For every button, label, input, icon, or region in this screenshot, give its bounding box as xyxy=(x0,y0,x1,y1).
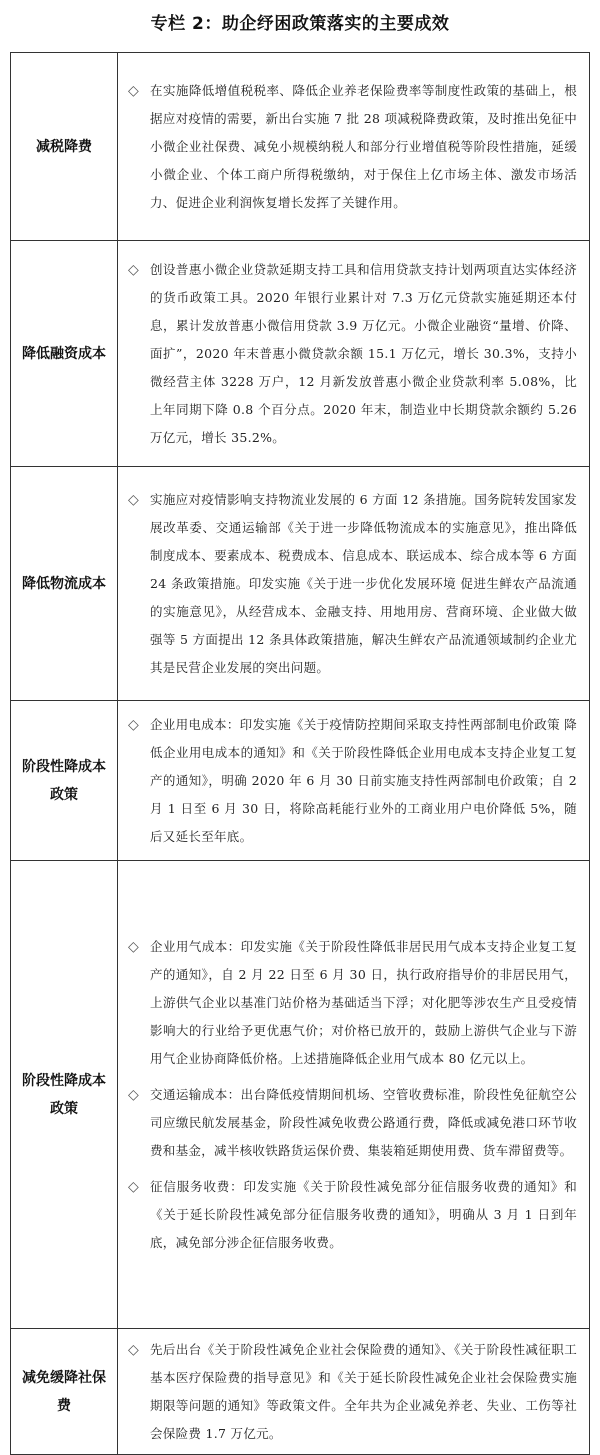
row-content xyxy=(118,241,590,467)
policy-row xyxy=(11,701,590,861)
paragraph xyxy=(128,486,577,682)
paragraph xyxy=(128,933,577,1073)
hollow-diamond-icon: ◇ xyxy=(128,261,139,278)
policy-row xyxy=(11,861,590,1329)
row-content xyxy=(118,701,590,861)
paragraph-text: 企业用电成本：印发实施《关于疫情防控期间采取支持性两部制电价政策 降低企业用电成本的通知》和《关于阶段性降低企业用电成本支持企业复工复产的通知》，明确 2020 年 6 月 30 日前实施支持性两部制电价政策；自 2 月 1 日至 6 月 30 日，将除高耗能行业外的工商业用户电价降低 5%，随后又延长至年底。 xyxy=(150,716,577,844)
paragraph-text: 在实施降低增值税税率、降低企业养老保险费率等制度性政策的基础上，根据应对疫情的需要，新出台实施 7 批 28 项减税降费政策，及时推出免征中小微企业社保费、减免小规模纳税人和部分行业增值税等阶段性措施，延缓小微企业、个体工商户所得税缴纳，对于保住上亿市场主体、激发市场活力、促进企业利润恢复增长发挥了关键作用。 xyxy=(150,82,577,210)
row-label: 减免缓降社保费 xyxy=(11,1329,118,1455)
paragraph xyxy=(128,77,577,217)
policy-row xyxy=(11,1329,590,1455)
paragraph xyxy=(128,1081,577,1165)
hollow-diamond-icon: ◇ xyxy=(128,82,139,99)
policy-row xyxy=(11,467,590,701)
paragraph-text: 先后出台《关于阶段性减免企业社会保险费的通知》、《关于阶段性减征职工基本医疗保险费的指导意见》和《关于延长阶段性减免企业社会保险费实施期限等问题的通知》等政策文件。全年共为企业减免养老、失业、工伤等社会保险费 1.7 万亿元。 xyxy=(150,1341,577,1441)
paragraph xyxy=(128,1173,577,1257)
hollow-diamond-icon: ◇ xyxy=(128,1341,139,1358)
row-content xyxy=(118,861,590,1329)
row-label: 降低融资成本 xyxy=(11,241,118,467)
row-label: 阶段性降成本政策 xyxy=(11,701,118,861)
hollow-diamond-icon: ◇ xyxy=(128,491,139,508)
row-label: 降低物流成本 xyxy=(11,467,118,701)
paragraph xyxy=(128,256,577,452)
hollow-diamond-icon: ◇ xyxy=(128,938,139,955)
row-content xyxy=(118,53,590,241)
hollow-diamond-icon: ◇ xyxy=(128,1086,139,1103)
paragraph-text: 企业用气成本：印发实施《关于阶段性降低非居民用气成本支持企业复工复产的通知》，自 2 月 22 日至 6 月 30 日，执行政府指导价的非居民用气，上游供气企业以基准门站价格为基础适当下浮；对化肥等涉农生产且受疫情影响大的行业给予更优惠气价；对价格已放开的，鼓励上游供气企业与下游用气企业协商降低价格。上述措施降低企业用气成本 80 亿元以上。 xyxy=(150,938,577,1066)
paragraph-text: 交通运输成本：出台降低疫情期间机场、空管收费标准，阶段性免征航空公司应缴民航发展基金，阶段性减免收费公路通行费，降低或减免港口环节收费和基金，减半核收铁路货运保价费、集装箱延期使用费、货车滞留费等。 xyxy=(150,1086,577,1158)
row-label: 阶段性降成本政策 xyxy=(11,861,118,1329)
paragraph-text: 征信服务收费：印发实施《关于阶段性减免部分征信服务收费的通知》和《关于延长阶段性减免部分征信服务收费的通知》，明确从 3 月 1 日到年底，减免部分涉企征信服务收费。 xyxy=(150,1178,577,1250)
policy-row xyxy=(11,241,590,467)
policy-row xyxy=(11,53,590,241)
hollow-diamond-icon: ◇ xyxy=(128,716,139,733)
row-content xyxy=(118,467,590,701)
policy-rows xyxy=(11,53,590,1455)
row-content xyxy=(118,1329,590,1455)
paragraph xyxy=(128,1336,577,1448)
policy-table xyxy=(10,52,590,1455)
row-label: 减税降费 xyxy=(11,53,118,241)
paragraph-text: 创设普惠小微企业贷款延期支持工具和信用贷款支持计划两项直达实体经济的货币政策工具。2020 年银行业累计对 7.3 万亿元贷款实施延期还本付息，累计发放普惠小微信用贷款 3.9 万亿元。小微企业融资“量增、价降、面扩”，2020 年末普惠小微贷款余额 15.1 万亿元，增长 30.3%，支持小微经营主体 3228 万户，12 月新发放普惠小微企业贷款利率 5.08%，比上年同期下降 0.8 个百分点。2020 年末，制造业中长期贷款余额约 5.26 万亿元，增长 35.2%。 xyxy=(150,261,577,445)
hollow-diamond-icon: ◇ xyxy=(128,1178,139,1195)
box-title: 专栏 2：助企纾困政策落实的主要成效 xyxy=(150,14,450,34)
paragraph-text: 实施应对疫情影响支持物流业发展的 6 方面 12 条措施。国务院转发国家发展改革委、交通运输部《关于进一步降低物流成本的实施意见》，推出降低制度成本、要素成本、税费成本、信息成本、联运成本、综合成本等 6 方面 24 条政策措施。印发实施《关于进一步优化发展环境 促进生鲜农产品流通的实施意见》，从经营成本、金融支持、用地用房、营商环境、企业做大做强等 5 方面提出 12 条具体政策措施，解决生鲜农产品流通领域制约企业尤其是民营企业发展的突出问题。 xyxy=(150,491,577,675)
paragraph xyxy=(128,711,577,851)
